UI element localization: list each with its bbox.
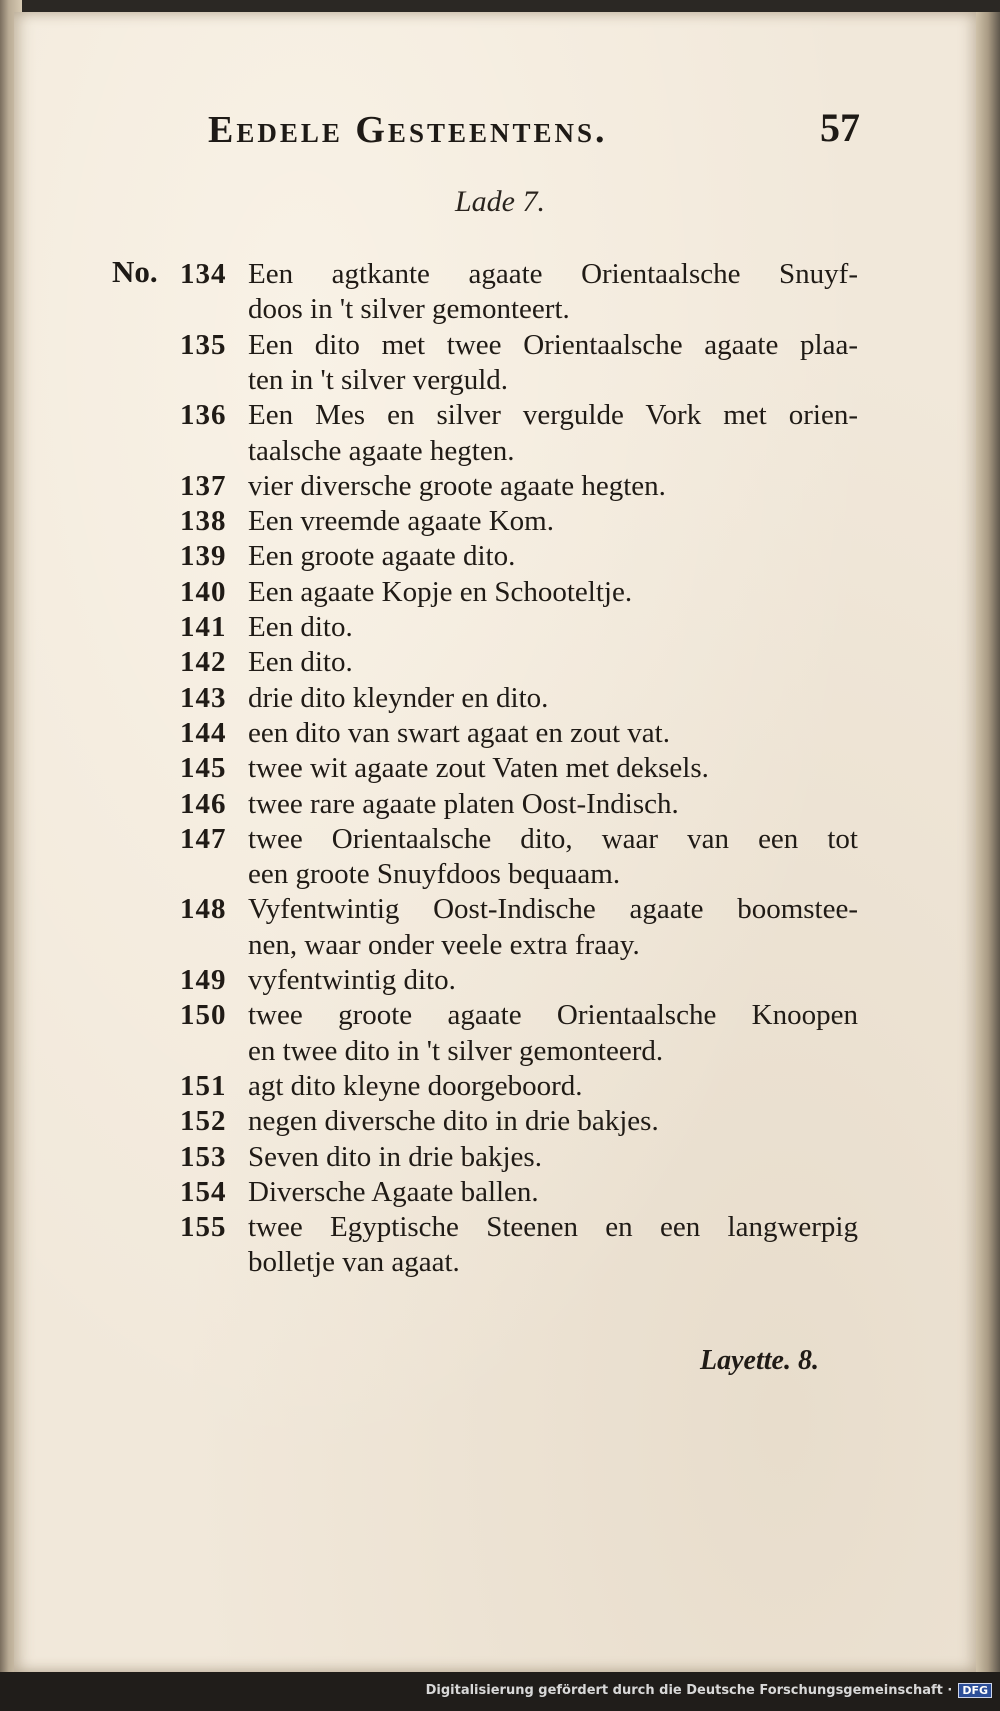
entry-text: twee Orientaalsche dito, waar van een tot <box>248 822 858 855</box>
entry-number: 151 <box>180 1069 227 1102</box>
entry-text: Diversche Agaate ballen. <box>248 1175 539 1208</box>
entry-line <box>0 788 1000 824</box>
entry-number: 137 <box>180 469 227 502</box>
entry-text: een groote Snuyfdoos bequaam. <box>248 858 621 891</box>
entry-number: 140 <box>180 575 227 608</box>
entry-line <box>0 1035 1000 1071</box>
entry-text: twee rare agaate platen Oost-Indisch. <box>248 787 679 820</box>
entry-number: 149 <box>180 964 227 996</box>
entry-line <box>0 1070 1000 1106</box>
entry-line <box>0 258 1000 294</box>
entry-line <box>0 929 1000 965</box>
page-number: 57 <box>820 105 860 150</box>
entry-line <box>0 1105 1000 1141</box>
entry-text: Een agtkante agaate Orientaalsche Snuyf- <box>248 258 858 290</box>
credit-text: Digitalisierung gefördert durch die Deutsche Forschungsgemeinschaft · <box>425 1683 953 1698</box>
entry-line <box>0 858 1000 894</box>
entry-line <box>0 1176 1000 1212</box>
entry-number: 139 <box>180 540 227 573</box>
entry-line <box>0 364 1000 400</box>
entry-text: twee Egyptische Steenen en een langwerpig <box>248 1211 858 1244</box>
entry-line <box>0 1246 1000 1282</box>
entry-number: 136 <box>180 399 227 432</box>
dfg-logo: DFG <box>958 1683 992 1698</box>
entry-text: Een vreemde agaate Kom. <box>248 505 554 538</box>
entry-number: 148 <box>180 893 227 926</box>
entry-line <box>0 611 1000 647</box>
entry-line <box>0 505 1000 541</box>
catchword: Layette. 8. <box>700 1345 819 1376</box>
entry-number: 138 <box>180 505 227 538</box>
entry-text: vyfentwintig dito. <box>248 964 456 996</box>
entry-text: Een agaate Kopje en Schooteltje. <box>248 575 633 608</box>
entry-line <box>0 1211 1000 1247</box>
entry-line <box>0 399 1000 435</box>
entry-text: nen, waar onder veele extra fraay. <box>248 928 640 961</box>
digitization-credit <box>426 1683 992 1698</box>
section-title: Lade 7. <box>455 185 545 218</box>
entry-text: Een groote agaate dito. <box>248 540 516 573</box>
entry-text: vier diversche groote agaate hegten. <box>248 469 666 502</box>
entry-line <box>0 752 1000 788</box>
entry-text: een dito van swart agaat en zout vat. <box>248 716 670 749</box>
entry-text: doos in 't silver gemonteert. <box>248 293 570 326</box>
entry-number: 134 <box>180 258 227 290</box>
entry-line <box>0 646 1000 682</box>
entry-number: 153 <box>180 1140 227 1173</box>
entry-number: 152 <box>180 1105 227 1138</box>
entry-text: twee wit agaate zout Vaten met deksels. <box>248 752 709 785</box>
entry-line <box>0 1141 1000 1177</box>
entry-text: Een Mes en silver vergulde Vork met orien- <box>248 399 858 432</box>
entry-text: drie dito kleynder en dito. <box>248 681 549 714</box>
entry-line <box>0 540 1000 576</box>
entry-text: ten in 't silver verguld. <box>248 363 509 396</box>
entry-text: Seven dito in drie bakjes. <box>248 1140 542 1173</box>
entry-line <box>0 682 1000 718</box>
entry-text: negen diversche dito in drie bakjes. <box>248 1105 659 1138</box>
entry-text: Een dito. <box>248 611 353 643</box>
entry-line <box>0 717 1000 753</box>
entry-number: 147 <box>180 822 227 855</box>
entry-text: bolletje van agaat. <box>248 1246 460 1279</box>
entry-text: taalsche agaate hegten. <box>248 434 515 467</box>
entry-line <box>0 293 1000 329</box>
entry-line <box>0 999 1000 1035</box>
entry-line <box>0 470 1000 506</box>
entry-line <box>0 893 1000 929</box>
entry-text: agt dito kleyne doorgeboord. <box>248 1069 583 1102</box>
entry-number: 144 <box>180 716 227 749</box>
entry-line <box>0 823 1000 859</box>
entry-text: en twee dito in 't silver gemonteerd. <box>248 1034 664 1067</box>
entry-text: Een dito. <box>248 646 353 679</box>
entry-line <box>0 435 1000 471</box>
entry-number: 154 <box>180 1175 227 1208</box>
page-header <box>208 105 860 158</box>
entry-number: 145 <box>180 752 227 785</box>
entry-number: 155 <box>180 1211 227 1244</box>
entry-text: Vyfentwintig Oost-Indische agaate boomstee- <box>248 893 858 926</box>
entry-number: 143 <box>180 681 227 714</box>
entry-line <box>0 576 1000 612</box>
entry-number: 146 <box>180 787 227 820</box>
entry-number: 135 <box>180 328 227 361</box>
entry-number: 141 <box>180 611 227 643</box>
entry-line <box>0 329 1000 365</box>
entry-text: twee groote agaate Orientaalsche Knoopen <box>248 999 858 1032</box>
entry-text: Een dito met twee Orientaalsche agaate plaa- <box>248 328 858 361</box>
entry-number: 150 <box>180 999 227 1032</box>
entry-line <box>0 964 1000 1000</box>
number-label: No. <box>112 254 158 289</box>
entry-number: 142 <box>180 646 227 679</box>
running-title: Eedele Gesteentens. <box>208 109 608 151</box>
